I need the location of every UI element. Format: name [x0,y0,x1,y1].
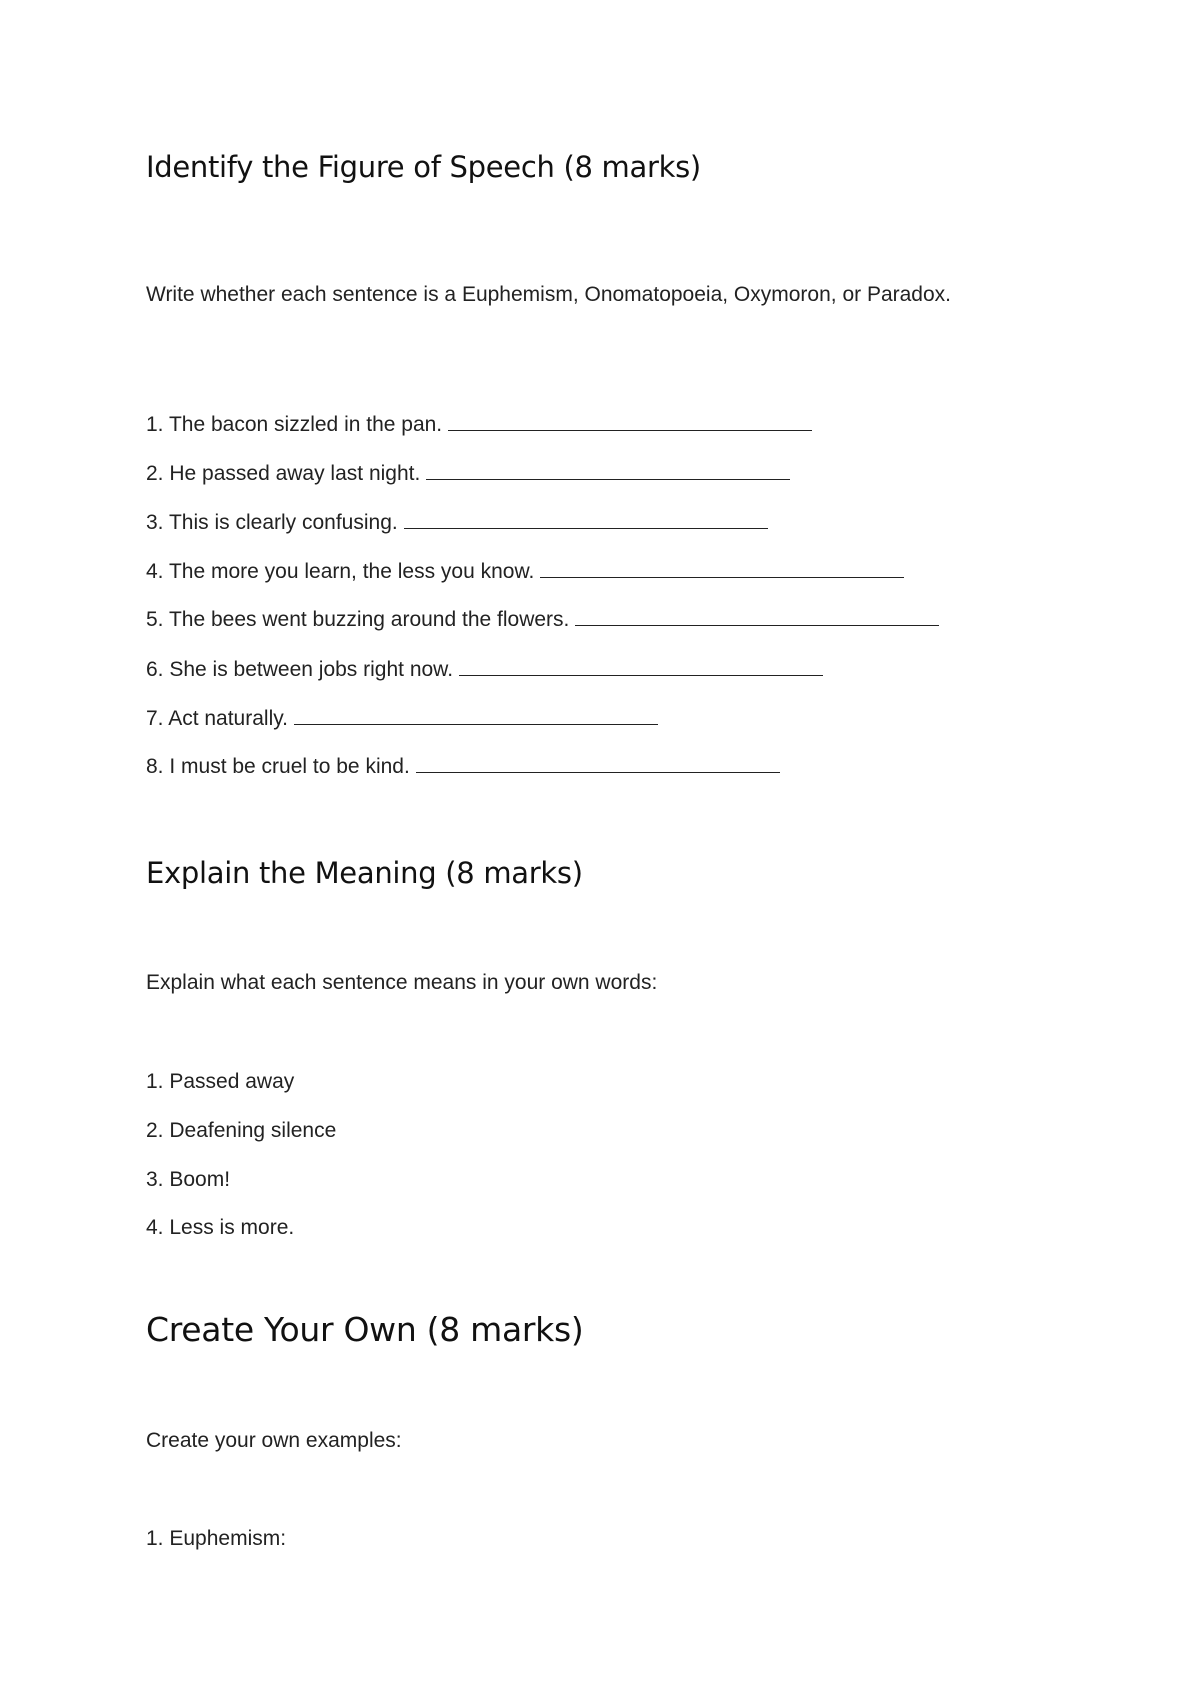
explain-item: 2. Deafening silence [146,1119,337,1142]
identify-item-text: 4. The more you learn, the less you know. [146,560,535,583]
answer-blank[interactable] [426,461,790,480]
identify-item [146,606,939,634]
create-instruction: Create your own examples: [146,1429,402,1452]
identify-item-text: 1. The bacon sizzled in the pan. [146,413,443,436]
answer-blank[interactable] [448,412,812,431]
identify-item [146,656,823,684]
identify-item-text: 8. I must be cruel to be kind. [146,755,410,778]
create-item: 1. Euphemism: [146,1527,287,1550]
identify-section-title: Identify the Figure of Speech (8 marks) [146,150,701,184]
create-section-title: Create Your Own (8 marks) [146,1310,584,1349]
identify-item [146,509,768,537]
identify-item-text: 6. She is between jobs right now. [146,658,454,681]
answer-blank[interactable] [294,706,658,725]
answer-blank[interactable] [416,754,780,773]
answer-blank[interactable] [575,607,939,626]
answer-blank[interactable] [404,510,768,529]
explain-section-title: Explain the Meaning (8 marks) [146,856,583,890]
answer-blank[interactable] [459,657,823,676]
explain-item: 3. Boom! [146,1168,231,1191]
answer-blank[interactable] [540,559,904,578]
explain-item: 1. Passed away [146,1070,295,1093]
identify-item [146,753,780,781]
identify-item-text: 7. Act naturally. [146,707,289,730]
identify-item [146,411,812,439]
explain-item: 4. Less is more. [146,1216,295,1239]
identify-instruction: Write whether each sentence is a Euphemism, Onomatopoeia, Oxymoron, or Paradox. [146,283,952,306]
explain-instruction: Explain what each sentence means in your own words: [146,971,658,994]
identify-item [146,558,904,586]
identify-item-text: 3. This is clearly confusing. [146,511,398,534]
identify-item [146,460,790,488]
identify-item [146,705,658,733]
identify-item-text: 2. He passed away last night. [146,462,421,485]
identify-item-text: 5. The bees went buzzing around the flowers. [146,608,570,631]
